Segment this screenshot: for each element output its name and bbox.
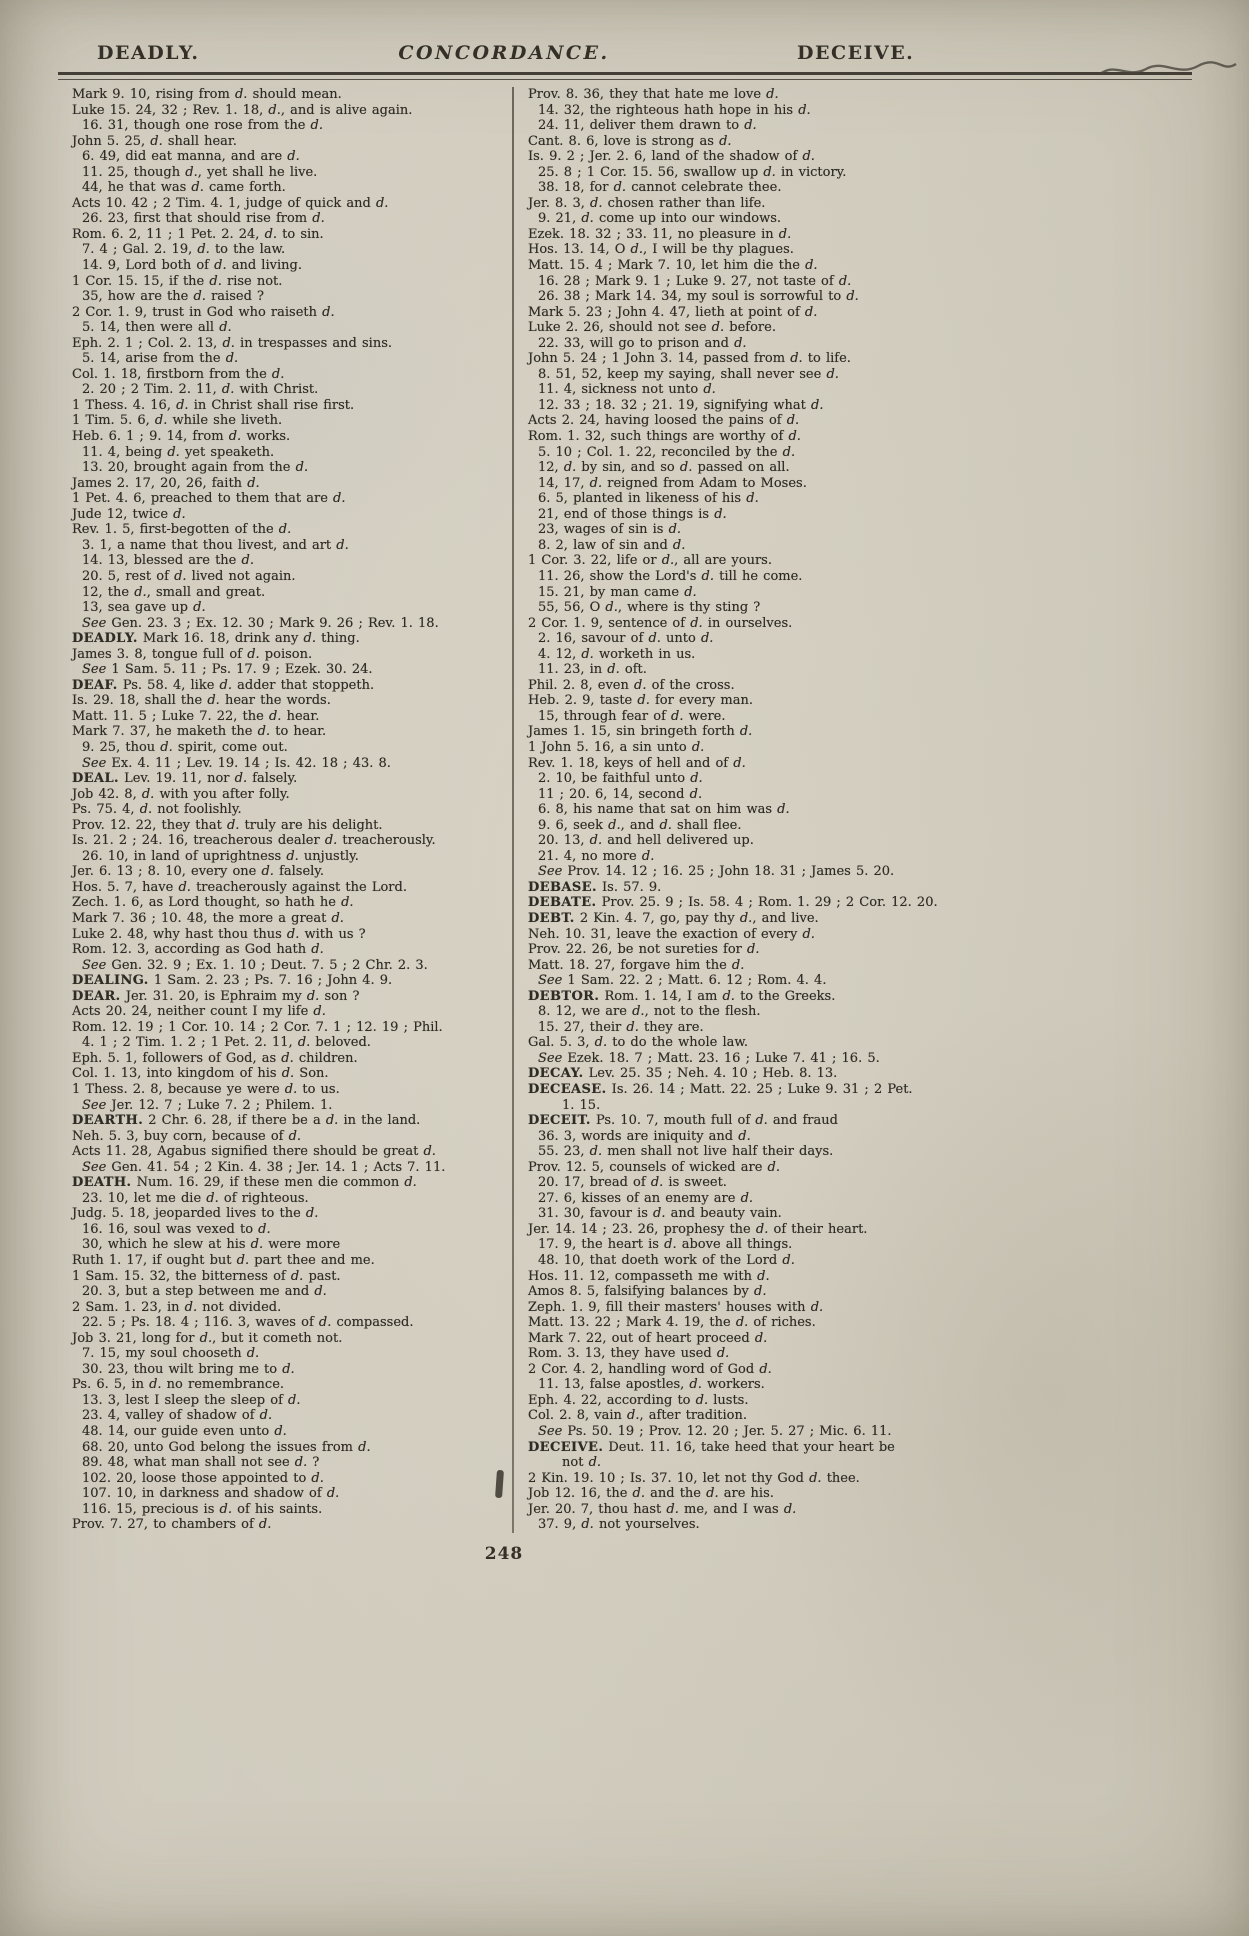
concordance-line: Prov. 7. 27, to chambers of d. <box>72 1517 272 1533</box>
concordance-line: 2 Cor. 1. 9, trust in God who raiseth d. <box>72 304 335 320</box>
concordance-line: Mark 7. 37, he maketh the d. to hear. <box>72 724 327 740</box>
concordance-line: 8. 51, 52, keep my saying, shall never see d. <box>538 366 839 382</box>
concordance-line: Rom. 12. 19 ; 1 Cor. 10. 14 ; 2 Cor. 7. 1 ; 12. 19 ; Phil. <box>72 1019 443 1035</box>
concordance-line: Ps. 6. 5, in d. no remembrance. <box>72 1377 285 1393</box>
concordance-line: Matt. 11. 5 ; Luke 7. 22, the d. hear. <box>72 708 320 724</box>
concordance-line: 20. 5, rest of d. lived not again. <box>82 568 296 584</box>
concordance-line: 107. 10, in darkness and shadow of d. <box>82 1486 340 1502</box>
concordance-line: See Ex. 4. 11 ; Lev. 19. 14 ; Is. 42. 18 ; 43. 8. <box>82 755 391 771</box>
column-left <box>72 87 512 1533</box>
concordance-line: 1 Sam. 15. 32, the bitterness of d. past. <box>72 1268 341 1284</box>
concordance-line: 1. 15. <box>562 1097 601 1113</box>
concordance-line: 22. 5 ; Ps. 18. 4 ; 116. 3, waves of d. compassed. <box>82 1315 414 1331</box>
concordance-line: DEATH. Num. 16. 29, if these men die common d. <box>72 1175 417 1191</box>
concordance-line: 24. 11, deliver them drawn to d. <box>538 118 757 134</box>
concordance-line: 2. 10, be faithful unto d. <box>538 771 703 787</box>
concordance-line: 11. 25, though d., yet shall he live. <box>82 164 318 180</box>
concordance-line: Luke 2. 26, should not see d. before. <box>528 320 776 336</box>
concordance-line: See Prov. 14. 12 ; 16. 25 ; John 18. 31 ; James 5. 20. <box>538 864 895 880</box>
concordance-line: Jer. 6. 13 ; 8. 10, every one d. falsely. <box>72 864 325 880</box>
concordance-line: 35, how are the d. raised ? <box>82 289 264 305</box>
concordance-line: See 1 Sam. 5. 11 ; Ps. 17. 9 ; Ezek. 30. 24. <box>82 662 373 678</box>
concordance-line: Matt. 13. 22 ; Mark 4. 19, the d. of riches. <box>528 1315 816 1331</box>
concordance-line: 8. 2, law of sin and d. <box>538 537 686 553</box>
running-head-right: DECEIVE. <box>797 42 915 64</box>
concordance-line: 21. 4, no more d. <box>538 848 655 864</box>
concordance-line: 14. 32, the righteous hath hope in his d. <box>538 102 811 118</box>
concordance-line: Rom. 3. 13, they have used d. <box>528 1346 730 1362</box>
concordance-line: 9. 21, d. come up into our windows. <box>538 211 782 227</box>
concordance-line: James 3. 8, tongue full of d. poison. <box>72 646 313 662</box>
concordance-line: 14, 17, d. reigned from Adam to Moses. <box>538 475 807 491</box>
concordance-line: 27. 6, kisses of an enemy are d. <box>538 1190 754 1206</box>
concordance-line: 30, which he slew at his d. were more <box>82 1237 341 1253</box>
concordance-line: 11 ; 20. 6, 14, second d. <box>538 786 703 802</box>
concordance-line: 102. 20, loose those appointed to d. <box>82 1470 324 1486</box>
concordance-line: Col. 1. 18, firstborn from the d. <box>72 366 285 382</box>
concordance-line: Job 42. 8, d. with you after folly. <box>72 786 290 802</box>
concordance-line: Eph. 4. 22, according to d. lusts. <box>528 1392 749 1408</box>
concordance-line: Job 12. 16, the d. and the d. are his. <box>528 1486 774 1502</box>
concordance-line: 68. 20, unto God belong the issues from d. <box>82 1439 371 1455</box>
concordance-line: 14. 9, Lord both of d. and living. <box>82 258 302 274</box>
concordance-line: Is. 21. 2 ; 24. 16, treacherous dealer d. treacherously. <box>72 833 436 849</box>
concordance-line: 2 Cor. 4. 2, handling word of God d. <box>528 1361 772 1377</box>
concordance-line: 9. 6, seek d., and d. shall flee. <box>538 817 742 833</box>
concordance-line: 13. 20, brought again from the d. <box>82 460 309 476</box>
concordance-line: See Jer. 12. 7 ; Luke 7. 2 ; Philem. 1. <box>82 1097 333 1113</box>
concordance-line: Mark 9. 10, rising from d. should mean. <box>72 87 342 102</box>
concordance-line: Neh. 5. 3, buy corn, because of d. <box>72 1128 302 1144</box>
concordance-line: Is. 29. 18, shall the d. hear the words. <box>72 693 331 709</box>
concordance-line: 1 Cor. 3. 22, life or d., all are yours. <box>528 553 772 569</box>
concordance-line: Acts 10. 42 ; 2 Tim. 4. 1, judge of quick and d. <box>72 195 389 211</box>
concordance-line: 2 Sam. 1. 23, in d. not divided. <box>72 1299 282 1315</box>
concordance-line: Col. 2. 8, vain d., after tradition. <box>528 1408 747 1424</box>
concordance-line: 14. 13, blessed are the d. <box>82 553 254 569</box>
concordance-line: Luke 15. 24, 32 ; Rev. 1. 18, d., and is alive again. <box>72 102 413 118</box>
concordance-line: DEAR. Jer. 31. 20, is Ephraim my d. son ? <box>72 988 360 1004</box>
text-columns <box>72 87 1088 1533</box>
page-number: 248 <box>484 1544 524 1564</box>
scan-mark-icon <box>1098 56 1238 88</box>
header-rule <box>58 72 1192 80</box>
concordance-line: Rom. 12. 3, according as God hath d. <box>72 942 324 958</box>
concordance-line: 3. 1, a name that thou livest, and art d. <box>82 537 349 553</box>
concordance-line: 2 Cor. 1. 9, sentence of d. in ourselves. <box>528 615 793 631</box>
concordance-line: Hos. 5. 7, have d. treacherously against the Lord. <box>72 879 407 895</box>
concordance-line: 2. 20 ; 2 Tim. 2. 11, d. with Christ. <box>82 382 319 398</box>
concordance-line: 2. 16, savour of d. unto d. <box>538 631 714 647</box>
concordance-line: not d. <box>562 1455 602 1471</box>
concordance-line: Hos. 11. 12, compasseth me with d. <box>528 1268 770 1284</box>
concordance-line: Rom. 1. 32, such things are worthy of d. <box>528 429 801 445</box>
concordance-line: 7. 4 ; Gal. 2. 19, d. to the law. <box>82 242 286 258</box>
concordance-line: Job 3. 21, long for d., but it cometh not. <box>72 1330 343 1346</box>
concordance-line: Matt. 18. 27, forgave him the d. <box>528 957 745 973</box>
concordance-line: 20. 13, d. and hell delivered up. <box>538 833 754 849</box>
concordance-line: Prov. 12. 5, counsels of wicked are d. <box>528 1159 780 1175</box>
concordance-line: Col. 1. 13, into kingdom of his d. Son. <box>72 1066 329 1082</box>
concordance-line: Eph. 2. 1 ; Col. 2. 13, d. in trespasses and sins. <box>72 335 393 351</box>
concordance-line: 16. 28 ; Mark 9. 1 ; Luke 9. 27, not taste of d. <box>538 273 852 289</box>
concordance-line: 13. 3, lest I sleep the sleep of d. <box>82 1392 301 1408</box>
concordance-line: Phil. 2. 8, even d. of the cross. <box>528 677 735 693</box>
concordance-line: 11. 23, in d. oft. <box>538 662 647 678</box>
concordance-line: Ezek. 18. 32 ; 33. 11, no pleasure in d. <box>528 226 792 242</box>
concordance-line: Rev. 1. 18, keys of hell and of d. <box>528 755 746 771</box>
concordance-line: DEBTOR. Rom. 1. 14, I am d. to the Greeks. <box>528 988 836 1004</box>
concordance-line: 38. 18, for d. cannot celebrate thee. <box>538 180 782 196</box>
concordance-line: Ps. 75. 4, d. not foolishly. <box>72 802 242 818</box>
concordance-line: Is. 9. 2 ; Jer. 2. 6, land of the shadow of d. <box>528 149 815 165</box>
concordance-line: 23. 4, valley of shadow of d. <box>82 1408 273 1424</box>
concordance-line: 55, 56, O d., where is thy sting ? <box>538 600 761 616</box>
concordance-line: 11. 13, false apostles, d. workers. <box>538 1377 765 1393</box>
concordance-line: Heb. 6. 1 ; 9. 14, from d. works. <box>72 429 291 445</box>
concordance-line: Mark 7. 22, out of heart proceed d. <box>528 1330 768 1346</box>
concordance-line: 13, sea gave up d. <box>82 600 206 616</box>
concordance-line: Jude 12, twice d. <box>72 506 186 522</box>
concordance-line: Mark 7. 36 ; 10. 48, the more a great d. <box>72 910 344 926</box>
concordance-line: 30. 23, thou wilt bring me to d. <box>82 1361 295 1377</box>
concordance-line: 116. 15, precious is d. of his saints. <box>82 1501 323 1517</box>
concordance-line: 15. 21, by man came d. <box>538 584 697 600</box>
concordance-line: 6. 49, did eat manna, and are d. <box>82 149 300 165</box>
concordance-line: 5. 10 ; Col. 1. 22, reconciled by the d. <box>538 444 796 460</box>
concordance-line: Jer. 20. 7, thou hast d. me, and I was d. <box>528 1501 797 1517</box>
concordance-line: Rev. 1. 5, first-begotten of the d. <box>72 522 292 538</box>
concordance-line: Prov. 22. 26, be not sureties for d. <box>528 942 760 958</box>
concordance-line: DEARTH. 2 Chr. 6. 28, if there be a d. in the land. <box>72 1113 421 1129</box>
concordance-line: 5. 14, arise from the d. <box>82 351 239 367</box>
concordance-line: 44, he that was d. came forth. <box>82 180 286 196</box>
column-right <box>514 87 1088 1533</box>
concordance-line: Matt. 15. 4 ; Mark 7. 10, let him die the d. <box>528 258 818 274</box>
concordance-line: 16. 31, though one rose from the d. <box>82 118 324 134</box>
concordance-line: 6. 5, planted in likeness of his d. <box>538 491 759 507</box>
concordance-line: See Gen. 41. 54 ; 2 Kin. 4. 38 ; Jer. 14. 1 ; Acts 7. 11. <box>82 1159 446 1175</box>
concordance-line: See 1 Sam. 22. 2 ; Matt. 6. 12 ; Rom. 4. 4. <box>538 973 827 989</box>
concordance-line: James 1. 15, sin bringeth forth d. <box>528 724 753 740</box>
concordance-line: DEBT. 2 Kin. 4. 7, go, pay thy d., and live. <box>528 910 819 926</box>
concordance-line: Judg. 5. 18, jeoparded lives to the d. <box>72 1206 319 1222</box>
concordance-line: 48. 10, that doeth work of the Lord d. <box>538 1253 795 1269</box>
concordance-line: 1 Tim. 5. 6, d. while she liveth. <box>72 413 283 429</box>
concordance-line: Zech. 1. 6, as Lord thought, so hath he d. <box>72 895 354 911</box>
concordance-line: 26. 38 ; Mark 14. 34, my soul is sorrowful to d. <box>538 289 859 305</box>
concordance-line: Amos 8. 5, falsifying balances by d. <box>528 1284 767 1300</box>
concordance-line: DEAF. Ps. 58. 4, like d. adder that stoppeth. <box>72 677 375 693</box>
concordance-line: DEBASE. Is. 57. 9. <box>528 879 662 895</box>
concordance-line: 1 John 5. 16, a sin unto d. <box>528 739 705 755</box>
concordance-line: DEALING. 1 Sam. 2. 23 ; Ps. 7. 16 ; John 4. 9. <box>72 973 393 989</box>
concordance-line: 16. 16, soul was vexed to d. <box>82 1221 271 1237</box>
concordance-line: Eph. 5. 1, followers of God, as d. children. <box>72 1050 358 1066</box>
concordance-line: 55. 23, d. men shall not live half their days. <box>538 1144 834 1160</box>
concordance-line: Rom. 6. 2, 11 ; 1 Pet. 2. 24, d. to sin. <box>72 226 324 242</box>
concordance-line: 20. 3, but a step between me and d. <box>82 1284 327 1300</box>
concordance-line: John 5. 24 ; 1 John 3. 14, passed from d. to life. <box>528 351 851 367</box>
concordance-line: 31. 30, favour is d. and beauty vain. <box>538 1206 782 1222</box>
concordance-line: Hos. 13. 14, O d., I will be thy plagues. <box>528 242 794 258</box>
running-head-title: CONCORDANCE. <box>398 42 610 64</box>
concordance-line: 1 Pet. 4. 6, preached to them that are d. <box>72 491 346 507</box>
concordance-line: DEAL. Lev. 19. 11, nor d. falsely. <box>72 771 298 787</box>
concordance-line: 7. 15, my soul chooseth d. <box>82 1346 260 1362</box>
concordance-line: See Gen. 23. 3 ; Ex. 12. 30 ; Mark 9. 26 ; Rev. 1. 18. <box>82 615 439 631</box>
concordance-line: 1 Cor. 15. 15, if the d. rise not. <box>72 273 283 289</box>
concordance-line: 15, through fear of d. were. <box>538 708 726 724</box>
concordance-line: 2 Kin. 19. 10 ; Is. 37. 10, let not thy God d. thee. <box>528 1470 860 1486</box>
concordance-line: See Gen. 32. 9 ; Ex. 1. 10 ; Deut. 7. 5 ; 2 Chr. 2. 3. <box>82 957 428 973</box>
concordance-line: 23. 10, let me die d. of righteous. <box>82 1190 309 1206</box>
concordance-line: Ruth 1. 17, if ought but d. part thee and me. <box>72 1253 375 1269</box>
concordance-line: 4. 1 ; 2 Tim. 1. 2 ; 1 Pet. 2. 11, d. beloved. <box>82 1035 371 1051</box>
concordance-line: DEBATE. Prov. 25. 9 ; Is. 58. 4 ; Rom. 1. 29 ; 2 Cor. 12. 20. <box>528 895 938 911</box>
concordance-line: 12. 33 ; 18. 32 ; 21. 19, signifying what d. <box>538 397 824 413</box>
concordance-line: 25. 8 ; 1 Cor. 15. 56, swallow up d. in victory. <box>538 164 847 180</box>
concordance-line: 48. 14, our guide even unto d. <box>82 1424 287 1440</box>
concordance-line: Neh. 10. 31, leave the exaction of every d. <box>528 926 815 942</box>
concordance-line: 17. 9, the heart is d. above all things. <box>538 1237 793 1253</box>
concordance-line: 23, wages of sin is d. <box>538 522 682 538</box>
concordance-line: James 2. 17, 20, 26, faith d. <box>72 475 260 491</box>
concordance-line: Acts 11. 28, Agabus signified there should be great d. <box>72 1144 436 1160</box>
concordance-line: Heb. 2. 9, taste d. for every man. <box>528 693 753 709</box>
concordance-line: 6. 8, his name that sat on him was d. <box>538 802 790 818</box>
concordance-line: See Ps. 50. 19 ; Prov. 12. 20 ; Jer. 5. 27 ; Mic. 6. 11. <box>538 1424 892 1440</box>
concordance-line: 1 Thess. 2. 8, because ye were d. to us. <box>72 1082 340 1097</box>
concordance-line: Jer. 8. 3, d. chosen rather than life. <box>528 195 766 211</box>
concordance-line: 11. 4, being d. yet speaketh. <box>82 444 275 460</box>
concordance-line: 26. 23, first that should rise from d. <box>82 211 325 227</box>
concordance-line: 11. 26, show the Lord's d. till he come. <box>538 568 803 584</box>
concordance-line: 11. 4, sickness not unto d. <box>538 382 716 398</box>
concordance-line: 89. 48, what man shall not see d. ? <box>82 1455 320 1471</box>
concordance-line: Acts 2. 24, having loosed the pains of d. <box>528 413 800 429</box>
concordance-line: 8. 12, we are d., not to the flesh. <box>538 1004 761 1020</box>
concordance-line: 15. 27, their d. they are. <box>538 1019 704 1035</box>
concordance-line: 20. 17, bread of d. is sweet. <box>538 1175 727 1191</box>
concordance-line: 21, end of those things is d. <box>538 506 727 522</box>
concordance-line: DECEIT. Ps. 10. 7, mouth full of d. and fraud <box>528 1113 838 1129</box>
concordance-line: 36. 3, words are iniquity and d. <box>538 1128 751 1144</box>
concordance-line: 37. 9, d. not yourselves. <box>538 1517 700 1533</box>
concordance-line: Zeph. 1. 9, fill their masters' houses with d. <box>528 1299 824 1315</box>
concordance-line: Acts 20. 24, neither count I my life d. <box>72 1004 326 1020</box>
concordance-line: Prov. 8. 36, they that hate me love d. <box>528 87 779 102</box>
concordance-line: 1 Thess. 4. 16, d. in Christ shall rise first. <box>72 397 355 413</box>
concordance-line: 12, d. by sin, and so d. passed on all. <box>538 460 790 476</box>
concordance-line: DEADLY. Mark 16. 18, drink any d. thing. <box>72 631 360 647</box>
concordance-line: 9. 25, thou d. spirit, come out. <box>82 739 288 755</box>
concordance-line: DECEIVE. Deut. 11. 16, take heed that your heart be <box>528 1439 895 1455</box>
concordance-line: DECAY. Lev. 25. 35 ; Neh. 4. 10 ; Heb. 8. 13. <box>528 1066 838 1082</box>
concordance-line: John 5. 25, d. shall hear. <box>72 133 237 149</box>
concordance-line: Gal. 5. 3, d. to do the whole law. <box>528 1035 749 1051</box>
concordance-line: See Ezek. 18. 7 ; Matt. 23. 16 ; Luke 7. 41 ; 16. 5. <box>538 1050 880 1066</box>
concordance-line: Jer. 14. 14 ; 23. 26, prophesy the d. of their heart. <box>528 1221 868 1237</box>
concordance-line: Cant. 8. 6, love is strong as d. <box>528 133 732 149</box>
concordance-line: 22. 33, will go to prison and d. <box>538 335 747 351</box>
running-head-left: DEADLY. <box>97 42 200 64</box>
concordance-line: 5. 14, then were all d. <box>82 320 232 336</box>
concordance-line: Mark 5. 23 ; John 4. 47, lieth at point of d. <box>528 304 818 320</box>
concordance-line: DECEASE. Is. 26. 14 ; Matt. 22. 25 ; Luke 9. 31 ; 2 Pet. <box>528 1082 913 1097</box>
concordance-line: 26. 10, in land of uprightness d. unjustly. <box>82 848 359 864</box>
concordance-line: Prov. 12. 22, they that d. truly are his delight. <box>72 817 383 833</box>
concordance-line: Luke 2. 48, why hast thou thus d. with us ? <box>72 926 366 942</box>
concordance-line: 12, the d., small and great. <box>82 584 266 600</box>
concordance-line: 4. 12, d. worketh in us. <box>538 646 696 662</box>
